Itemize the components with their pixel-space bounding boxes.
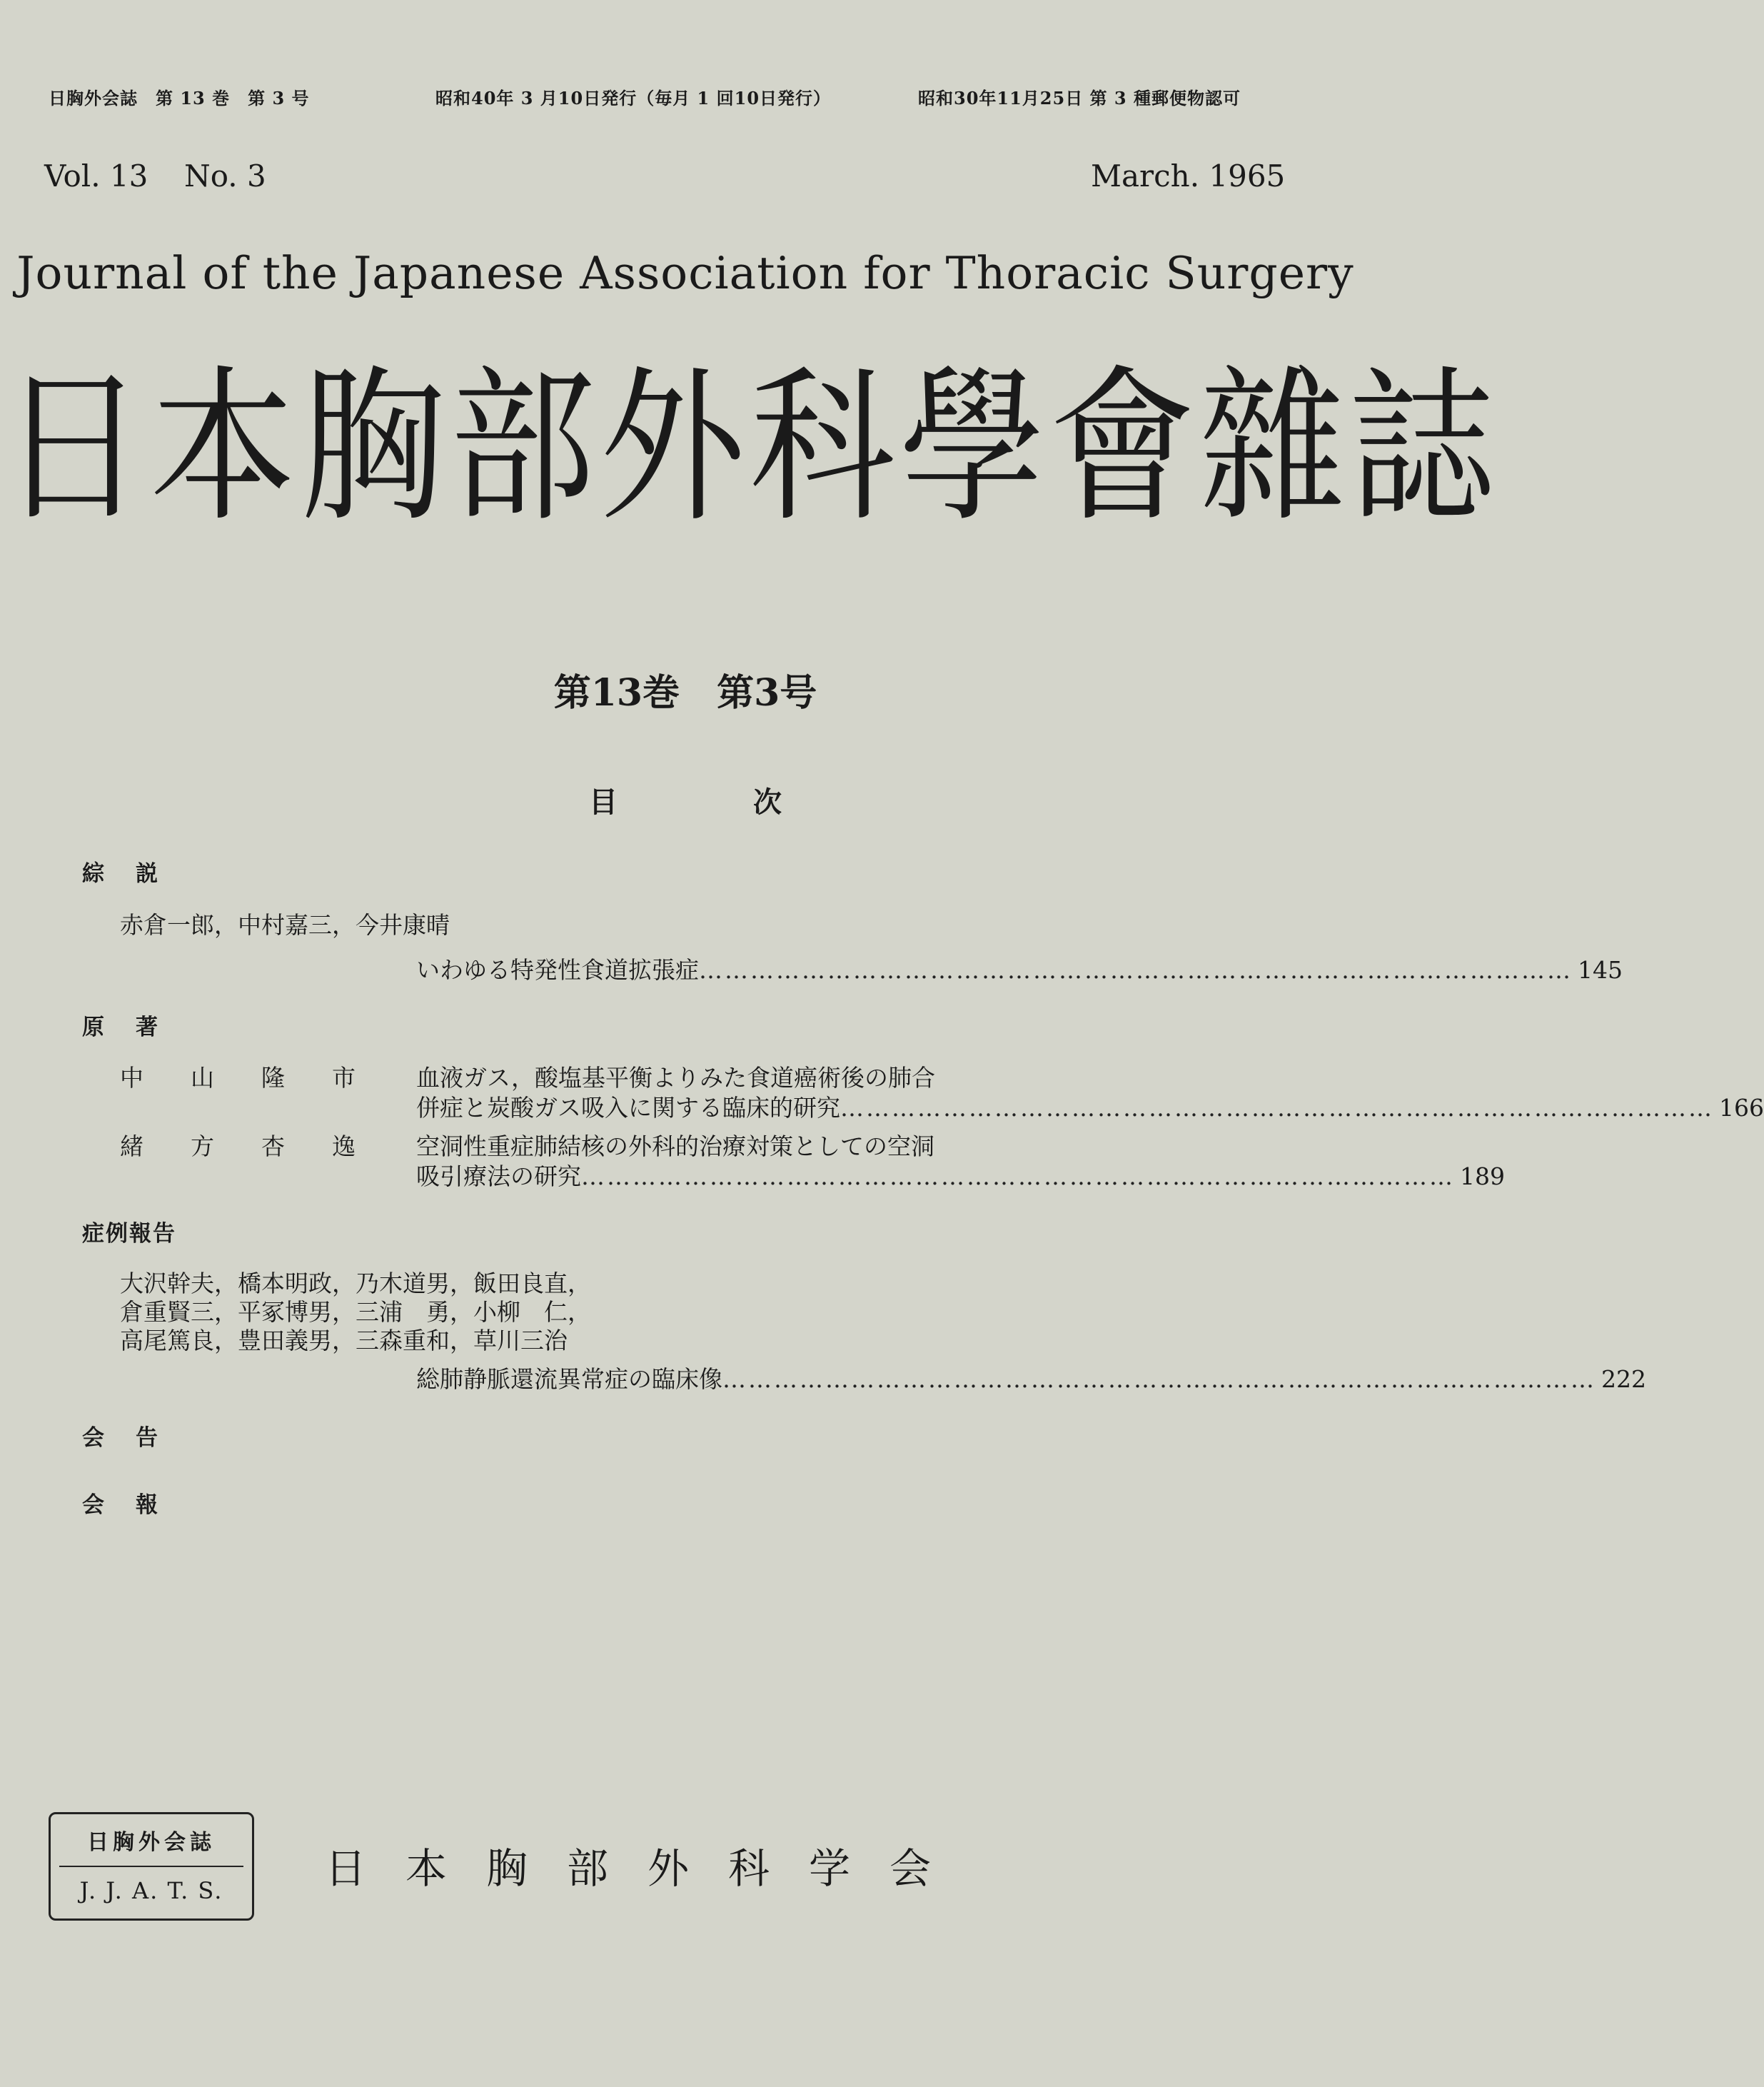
stamp-divider xyxy=(59,1866,243,1867)
meta-publish-date: 昭和40年 3 月10日発行（毎月 1 回10日発行） xyxy=(435,88,832,109)
issue-label: 第13巻 第3号 xyxy=(553,671,817,715)
journal-title-jp: 日本胸部外科學會雜誌 xyxy=(0,351,1499,545)
review-authors: 赤倉一郎，中村嘉三，今井康晴 xyxy=(120,911,450,939)
original-author-1: 中山隆市 xyxy=(120,1064,403,1092)
case-authors-line2: 倉重賢三，平冢博男，三浦 勇，小柳 仁， xyxy=(120,1298,591,1326)
leader-dots: ………………………………………………………………………………………… xyxy=(581,1162,1455,1190)
journal-title-en: Journal of the Japanese Association for Thoracic Surgery xyxy=(16,247,1354,299)
number: No. 3 xyxy=(184,159,266,193)
leader-dots: ………………………………………………………………………………………… xyxy=(840,1094,1714,1122)
publisher-name: 日本胸部外科学会 xyxy=(325,1844,971,1893)
page-number: 145 xyxy=(1578,956,1623,984)
toc-entry-original-1[interactable] xyxy=(416,1090,1764,1123)
section-case-reports: 症例報告 xyxy=(82,1221,176,1247)
case-authors-line3: 高尾篤良，豊田義男，三森重和，草川三治 xyxy=(120,1327,568,1354)
case-authors-line1: 大沢幹夫，橋本明政，乃木道男，飯田良直， xyxy=(120,1269,591,1297)
original-title-1-line2: 併症と炭酸ガス吸入に関する臨床的研究 xyxy=(416,1094,840,1122)
page-number: 222 xyxy=(1601,1365,1646,1393)
original-title-1-line1: 血液ガス，酸塩基平衡よりみた食道癌術後の肺合 xyxy=(416,1064,935,1092)
toc-entry-review[interactable] xyxy=(416,952,1623,985)
meta-postal-permit: 昭和30年11月25日 第 3 種郵便物認可 xyxy=(918,88,1241,109)
page-number: 166 xyxy=(1719,1094,1764,1122)
section-originals: 原著 xyxy=(82,1015,189,1040)
stamp-abbrev-en: J. J. A. T. S. xyxy=(79,1877,223,1904)
meta-journal-abbrev: 日胸外会誌 第 13 巻 第 3 号 xyxy=(49,88,310,109)
page-number: 189 xyxy=(1460,1162,1505,1190)
volume: Vol. 13 xyxy=(44,159,148,193)
original-title-2-line2: 吸引療法の研究 xyxy=(416,1162,581,1190)
original-author-2: 緒方杏逸 xyxy=(120,1132,403,1160)
section-reports: 会報 xyxy=(82,1492,189,1518)
section-notices: 会告 xyxy=(82,1425,189,1451)
toc-entry-case[interactable] xyxy=(416,1361,1646,1394)
section-review: 綜説 xyxy=(82,861,189,887)
leader-dots: ………………………………………………………………………………………… xyxy=(699,956,1573,984)
review-title: いわゆる特発性食道拡張症 xyxy=(416,956,699,984)
issue-date: March. 1965 xyxy=(1091,159,1286,193)
stamp-abbrev-jp: 日胸外会誌 xyxy=(87,1830,216,1855)
toc-title: 目次 xyxy=(589,785,917,819)
leader-dots: ………………………………………………………………………………………… xyxy=(722,1365,1596,1393)
case-title: 総肺静脈還流異常症の臨床像 xyxy=(416,1365,722,1393)
original-title-2-line1: 空洞性重症肺結核の外科的治療対策としての空洞 xyxy=(416,1132,934,1160)
toc-entry-original-2[interactable] xyxy=(416,1158,1505,1192)
journal-stamp xyxy=(49,1812,254,1921)
